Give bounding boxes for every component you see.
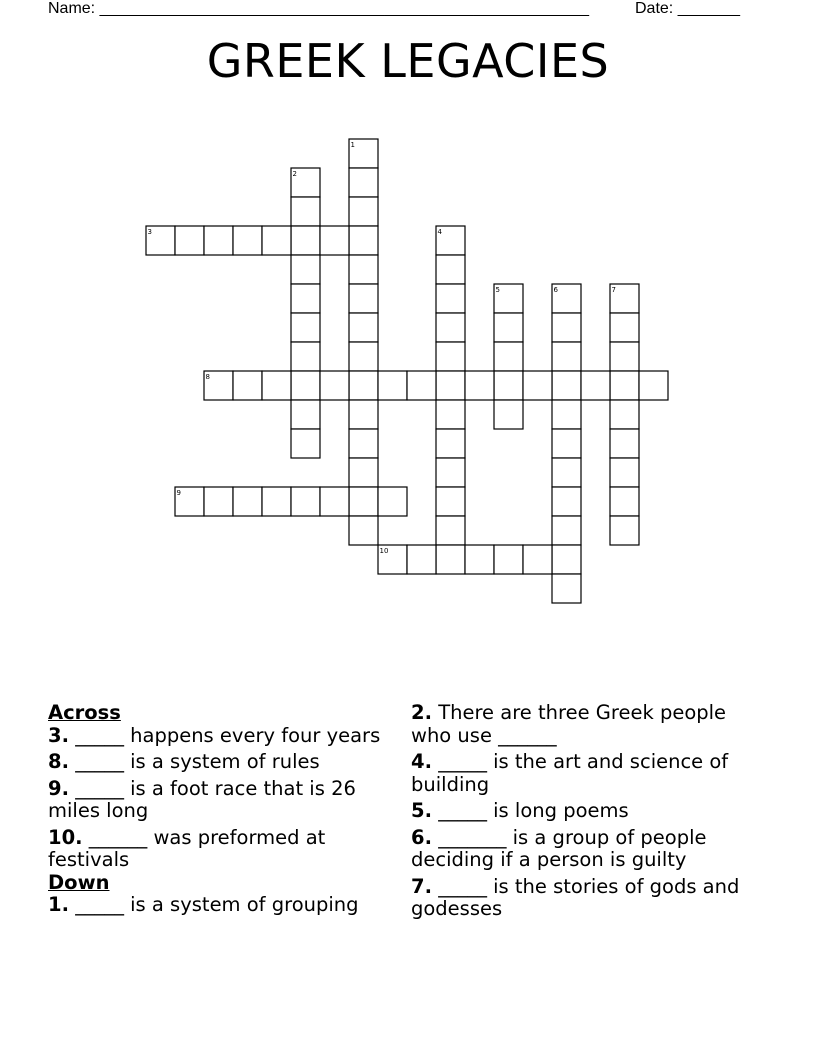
grid-cell[interactable]: [610, 458, 639, 487]
grid-cell[interactable]: [349, 284, 378, 313]
grid-cell[interactable]: [436, 545, 465, 574]
grid-cell[interactable]: [552, 516, 581, 545]
clue-down-4: [411, 751, 746, 796]
grid-cell[interactable]: [291, 226, 320, 255]
grid-cell[interactable]: [233, 487, 262, 516]
grid-cell[interactable]: [407, 371, 436, 400]
grid-cell[interactable]: [494, 342, 523, 371]
grid-cell[interactable]: [378, 487, 407, 516]
grid-cell[interactable]: [436, 313, 465, 342]
grid-cell[interactable]: [349, 197, 378, 226]
cell-number: 6: [553, 286, 558, 294]
grid-cell[interactable]: [436, 516, 465, 545]
cell-number: 8: [205, 373, 210, 381]
grid-cell[interactable]: [262, 226, 291, 255]
grid-cell[interactable]: [204, 487, 233, 516]
clue-number: 9.: [48, 776, 69, 800]
grid-cell[interactable]: [436, 458, 465, 487]
grid-cell[interactable]: [349, 400, 378, 429]
grid-cell[interactable]: [320, 226, 349, 255]
clue-down-5: [411, 800, 746, 823]
grid-cell[interactable]: [233, 226, 262, 255]
grid-cell[interactable]: [610, 371, 639, 400]
cell-number: 10: [379, 547, 389, 555]
grid-cell[interactable]: [291, 197, 320, 226]
grid-cell[interactable]: [523, 545, 552, 574]
grid-cell[interactable]: [291, 487, 320, 516]
grid-cell[interactable]: [436, 371, 465, 400]
grid-cell[interactable]: [320, 487, 349, 516]
clue-number: 4.: [411, 750, 432, 773]
clue-number: 10.: [48, 825, 83, 849]
clues-right-column: [411, 702, 746, 925]
clue-number: 2.: [411, 701, 432, 724]
clue-number: 5.: [411, 799, 432, 822]
grid-cell[interactable]: [436, 429, 465, 458]
clue-text: There are three Greek people who use ______: [411, 701, 727, 747]
grid-cell[interactable]: [291, 429, 320, 458]
grid-cell[interactable]: [233, 371, 262, 400]
grid-cell[interactable]: [349, 342, 378, 371]
grid-cell[interactable]: [494, 545, 523, 574]
grid-cell[interactable]: [610, 342, 639, 371]
clue-text: ______ was preformed at festivals: [48, 825, 326, 871]
grid-cell[interactable]: [349, 168, 378, 197]
grid-cell[interactable]: [552, 371, 581, 400]
clue-text: _____ is the art and science of building: [411, 750, 729, 796]
grid-cell[interactable]: [494, 313, 523, 342]
name-label: Name:: [48, 0, 96, 17]
grid-cell[interactable]: [552, 487, 581, 516]
grid-cell[interactable]: [436, 284, 465, 313]
clue-text: _____ is a system of rules: [75, 750, 320, 773]
grid-cell[interactable]: [552, 574, 581, 603]
date-line[interactable]: _______: [677, 0, 740, 17]
grid-cell[interactable]: [349, 371, 378, 400]
clue-across-10: [48, 827, 393, 872]
across-heading: Across: [48, 701, 121, 724]
grid-cell[interactable]: [262, 371, 291, 400]
grid-cell[interactable]: [291, 342, 320, 371]
clue-down-2: [411, 702, 746, 747]
grid-cell[interactable]: [523, 371, 552, 400]
clue-text: _______ is a group of people deciding if a person is guilty: [411, 825, 707, 871]
cell-number: 3: [147, 228, 152, 236]
grid-cell[interactable]: [436, 255, 465, 284]
grid-cell[interactable]: [494, 400, 523, 429]
grid-cell[interactable]: [436, 342, 465, 371]
cell-number: 5: [495, 286, 500, 294]
grid-cell[interactable]: [552, 342, 581, 371]
down-heading: Down: [48, 870, 110, 894]
grid-cell[interactable]: [349, 429, 378, 458]
clue-text: _____ is long poems: [438, 799, 629, 822]
clue-down-1: [48, 894, 393, 917]
cell-number: 9: [176, 489, 181, 497]
clue-text: _____ is a system of grouping: [75, 893, 359, 916]
clue-number: 6.: [411, 825, 432, 849]
grid-cell[interactable]: [349, 255, 378, 284]
grid-cell[interactable]: [639, 371, 668, 400]
grid-cell[interactable]: [175, 226, 204, 255]
clue-number: 1.: [48, 893, 69, 916]
clue-down-6: [411, 827, 746, 872]
grid-cell[interactable]: [552, 545, 581, 574]
cell-number: 4: [437, 228, 442, 236]
name-line[interactable]: _______________________________________________________: [99, 0, 589, 17]
clue-text: _____ is the stories of gods and godesses: [411, 874, 740, 920]
grid-cell[interactable]: [610, 400, 639, 429]
grid-cell[interactable]: [349, 516, 378, 545]
grid-cell[interactable]: [291, 284, 320, 313]
grid-cell[interactable]: [407, 545, 436, 574]
grid-cell[interactable]: [552, 400, 581, 429]
clue-text: _____ is a foot race that is 26 miles long: [48, 776, 356, 822]
clue-across-8: [48, 751, 393, 774]
grid-cell[interactable]: [436, 487, 465, 516]
grid-cell[interactable]: [349, 226, 378, 255]
grid-cell[interactable]: [378, 371, 407, 400]
grid-cell[interactable]: [552, 313, 581, 342]
grid-cell[interactable]: [610, 313, 639, 342]
grid-cell[interactable]: [349, 313, 378, 342]
grid-cell[interactable]: [291, 313, 320, 342]
cell-number: 1: [350, 141, 355, 149]
grid-cell[interactable]: [291, 400, 320, 429]
cell-number: 2: [292, 170, 297, 178]
clue-across-3: [48, 725, 393, 748]
grid-cell[interactable]: [291, 255, 320, 284]
clue-number: 8.: [48, 750, 69, 773]
date-label: Date:: [635, 0, 674, 17]
grid-cell[interactable]: [204, 226, 233, 255]
grid-cell[interactable]: [552, 429, 581, 458]
clue-across-9: [48, 778, 393, 823]
clue-number: 7.: [411, 874, 432, 898]
grid-cell[interactable]: [610, 487, 639, 516]
clues-left-column: [48, 702, 393, 921]
page-title: GREEK LEGACIES: [206, 34, 610, 88]
grid-cell[interactable]: [465, 545, 494, 574]
grid-cell[interactable]: [349, 458, 378, 487]
grid-cell[interactable]: [436, 400, 465, 429]
grid-cell[interactable]: [610, 516, 639, 545]
grid-cell[interactable]: [494, 371, 523, 400]
clue-text: _____ happens every four years: [75, 723, 381, 747]
clue-down-7: [411, 876, 746, 921]
cell-number: 7: [611, 286, 616, 294]
grid-cell[interactable]: [465, 371, 494, 400]
grid-cell[interactable]: [320, 371, 349, 400]
grid-cell[interactable]: [262, 487, 291, 516]
grid-cell[interactable]: [581, 371, 610, 400]
grid-cell[interactable]: [291, 371, 320, 400]
grid-cell[interactable]: [610, 429, 639, 458]
grid-cell[interactable]: [349, 487, 378, 516]
grid-cell[interactable]: [552, 458, 581, 487]
clue-number: 3.: [48, 723, 69, 747]
